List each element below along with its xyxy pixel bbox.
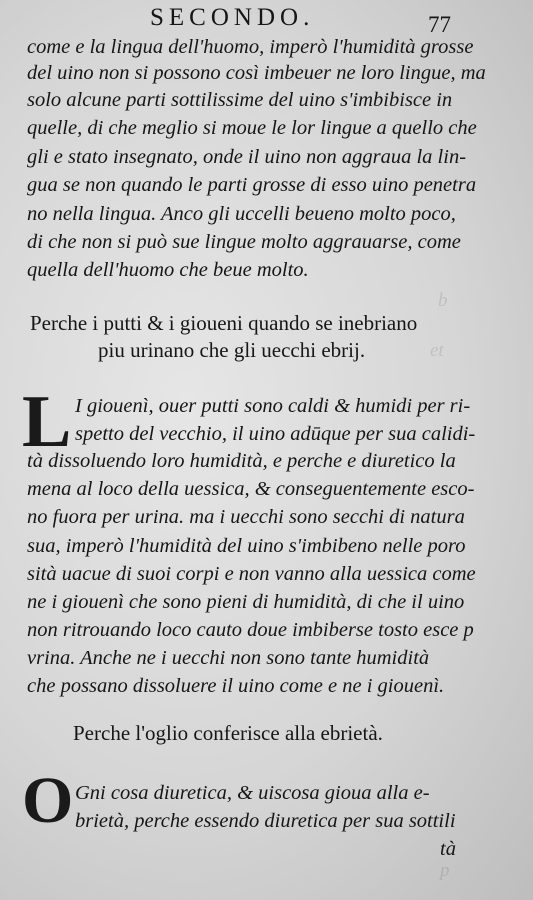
text-line: sua, imperò l'humidità del uino s'imbibeno nelle poro: [27, 535, 466, 557]
text-line: tà: [440, 838, 456, 860]
section-heading: Perche i putti & i gioueni quando se inebriano: [30, 311, 418, 335]
text-line: vrina. Anche ne i uecchi non sono tante humidità: [27, 647, 430, 669]
text-line: tà dissoluendo loro humidità, e perche e diuretico la: [27, 450, 456, 472]
show-through-text: p: [440, 860, 450, 881]
text-line: gua se non quando le parti grosse di esso uino penetra: [27, 174, 477, 196]
show-through-text: et: [430, 340, 444, 361]
text-line: mena al loco della uessica, & conseguentemente esco-: [27, 478, 475, 500]
text-line: solo alcune parti sottilissime del uino s'imbibisce in: [27, 89, 453, 111]
text-line: Gni cosa diuretica, & uiscosa gioua alla e-: [75, 782, 430, 804]
page-number: 77: [428, 12, 451, 37]
running-head: SECONDO.: [150, 4, 315, 31]
drop-cap: O: [22, 764, 74, 837]
text-line: quelle, di che meglio si moue le lor lingue a quello che: [27, 117, 477, 139]
text-line: di che non si può sue lingue molto aggrauarse, come: [27, 231, 461, 253]
text-line: non ritrouando loco cauto doue imbiberse tosto esce p: [27, 619, 474, 641]
text-line: che possano dissoluere il uino come e ne i giouenì.: [27, 675, 445, 697]
text-line: come e la lingua dell'huomo, imperò l'humidità grosse: [27, 36, 474, 58]
text-line: del uino non si possono così imbeuer ne loro lingue, ma: [27, 62, 486, 84]
text-line: I giouenì, ouer putti sono caldi & humidi per ri-: [75, 395, 471, 417]
text-line: no nella lingua. Anco gli uccelli beueno molto poco,: [27, 203, 456, 225]
drop-cap: L: [22, 381, 72, 463]
text-line: gli e stato insegnato, onde il uino non aggraua la lin-: [27, 146, 467, 168]
text-line: brietà, perche essendo diuretica per sua sottili: [75, 810, 456, 832]
text-line: ne i giouenì che sono pieni di humidità, di che il uino: [27, 591, 465, 613]
show-through-text: b: [438, 290, 448, 311]
text-line: no fuora per urina. ma i uecchi sono secchi di natura: [27, 506, 465, 528]
text-line: quella dell'huomo che beue molto.: [27, 259, 309, 281]
text-line: sità uacue di suoi corpi e non vanno alla uessica come: [27, 563, 476, 585]
section-heading: piu urinano che gli uecchi ebrij.: [98, 338, 366, 362]
text-line: spetto del vecchio, il uino adūque per sua calidi-: [75, 423, 476, 445]
section-heading: Perche l'oglio conferisce alla ebrietà.: [73, 721, 383, 745]
